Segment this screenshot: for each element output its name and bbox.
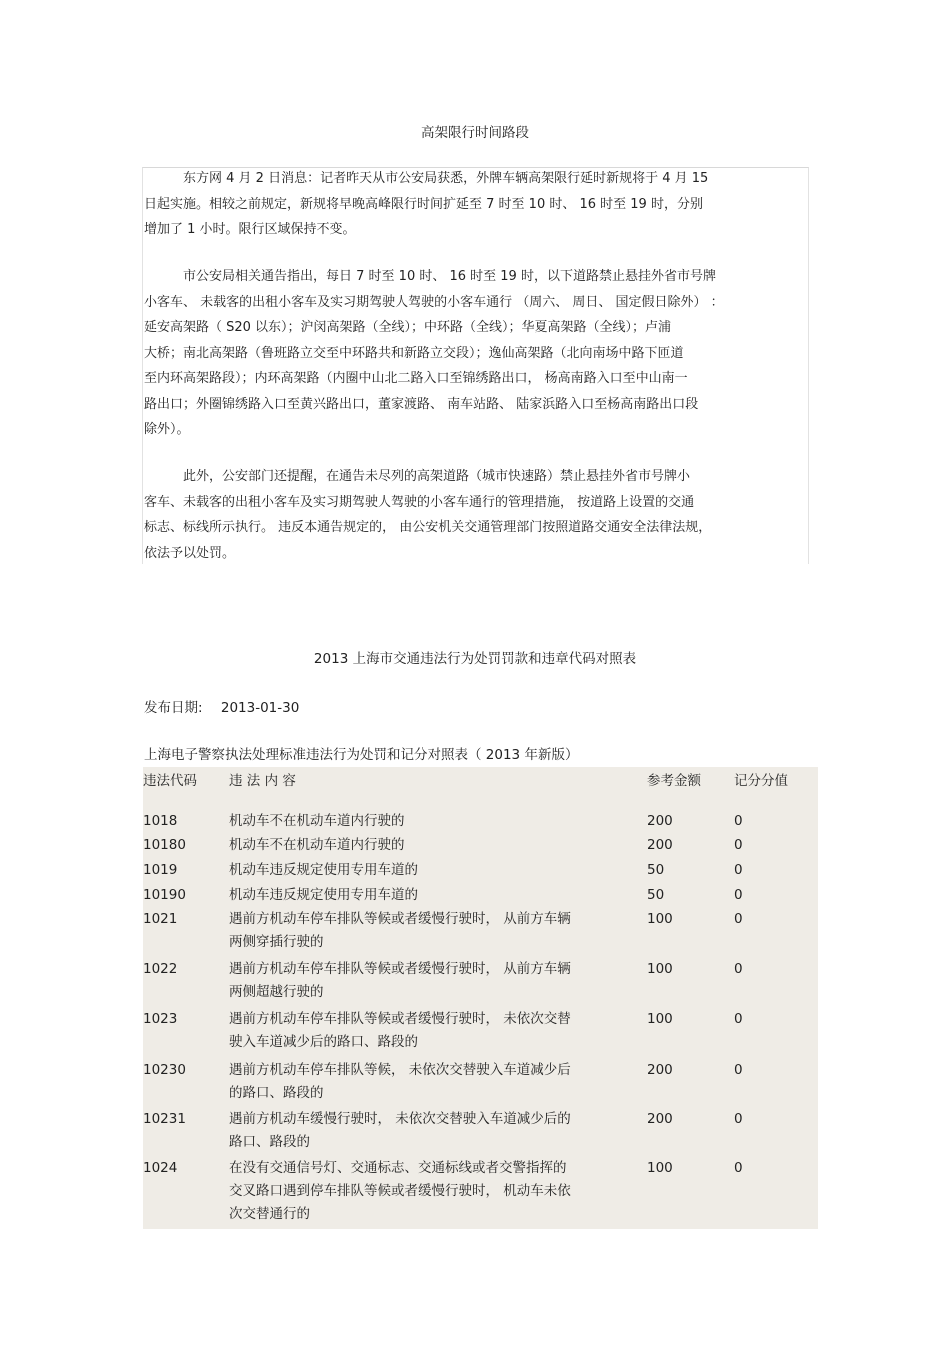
penalty-points: 0 xyxy=(734,911,743,927)
publish-date-value: 2013-01-30 xyxy=(220,700,300,716)
paragraph-line: 日起实施。相较之前规定，新规将早晚高峰限行时间扩延至 7 时至 10 时、 16 时至 19 时，分别 xyxy=(144,196,703,212)
violation-content xyxy=(229,810,641,833)
content-line: 在没有交通信号灯、交通标志、交通标线或者交警指挥的 xyxy=(229,1160,567,1176)
content-line: 遇前方机动车停车排队等候或者缓慢行驶时， 未依次交替 xyxy=(229,1011,571,1027)
penalty-points: 0 xyxy=(734,813,743,829)
penalty-points: 0 xyxy=(734,1111,743,1127)
violation-code: 1018 xyxy=(143,813,178,829)
content-line: 遇前方机动车停车排队等候， 未依次交替驶入车道减少后 xyxy=(229,1062,571,1078)
violation-content xyxy=(229,1157,641,1226)
content-line: 机动车违反规定使用专用车道的 xyxy=(229,862,418,878)
penalty-points: 0 xyxy=(734,1062,743,1078)
paragraph-line: 大桥；南北高架路（鲁班路立交至中环路共和新路立交段）；逸仙高架路（北向南场中路下匝道 xyxy=(144,345,684,361)
content-line: 遇前方机动车缓慢行驶时， 未依次交替驶入车道减少后的 xyxy=(229,1111,571,1127)
violation-code: 1021 xyxy=(143,911,178,927)
reference-amount: 50 xyxy=(647,887,665,903)
violation-code: 1024 xyxy=(143,1160,178,1176)
violation-code: 10190 xyxy=(143,887,186,903)
paragraph-line: 至内环高架路段）；内环高架路（内圈中山北二路入口至锦绣路出口， 杨高南路入口至中山南一 xyxy=(144,371,688,386)
content-line: 机动车不在机动车道内行驶的 xyxy=(229,813,405,829)
violation-content xyxy=(229,834,641,857)
penalty-points: 0 xyxy=(734,887,743,903)
reference-amount: 100 xyxy=(647,911,673,927)
violation-content xyxy=(229,884,641,907)
header-content: 违 法 内 容 xyxy=(229,773,296,789)
paragraph-line: 小客车、 未载客的出租小客车及实习期驾驶人驾驶的小客车通行 （周六、 周日、 国定假日除外） ： xyxy=(144,294,724,310)
violation-content xyxy=(229,958,641,1004)
paragraph-line: 此外，公安部门还提醒，在通告未尽列的高架道路（城市快速路）禁止悬挂外省市号牌小 xyxy=(183,469,691,484)
reference-amount: 200 xyxy=(647,813,673,829)
violation-code: 10231 xyxy=(143,1111,186,1127)
article-paragraph-3 xyxy=(144,464,809,566)
content-line: 驶入车道减少后的路口、路段的 xyxy=(229,1034,418,1050)
violation-content xyxy=(229,1108,641,1154)
header-amount: 参考金额 xyxy=(647,773,701,789)
paragraph-line: 标志、标线所示执行。 违反本通告规定的， 由公安机关交通管理部门按照道路交通安全法律法规， xyxy=(144,520,712,535)
content-line: 的路口、路段的 xyxy=(229,1085,324,1101)
reference-amount: 200 xyxy=(647,1062,673,1078)
paragraph-line: 延安高架路（ S20 以东）；沪闵高架路（全线）；中环路（全线）；华夏高架路（全线）；卢浦 xyxy=(144,320,672,335)
paragraph-line: 客车、未载客的出租小客车及实习期驾驶人驾驶的小客车通行的管理措施， 按道路上设置的交通 xyxy=(144,494,695,510)
article-paragraph-1 xyxy=(144,166,809,243)
paragraph-line: 市公安局相关通告指出，每日 7 时至 10 时、 16 时至 19 时，以下道路禁止悬挂外省市号牌 xyxy=(183,269,716,284)
content-line: 遇前方机动车停车排队等候或者缓慢行驶时， 从前方车辆 xyxy=(229,961,571,977)
violation-code: 1023 xyxy=(143,1011,178,1027)
paragraph-line: 除外）。 xyxy=(144,422,190,437)
publish-date xyxy=(144,696,299,716)
paragraph-line: 路出口；外圈锦绣路入口至黄兴路出口，董家渡路、 南车站路、 陆家浜路入口至杨高南路出口段 xyxy=(144,396,699,412)
violation-code: 1019 xyxy=(143,862,178,878)
content-line: 两侧穿插行驶的 xyxy=(229,934,324,950)
content-line: 交叉路口遇到停车排队等候或者缓慢行驶时， 机动车未依 xyxy=(229,1183,571,1199)
violation-code: 10230 xyxy=(143,1062,186,1078)
penalty-points: 0 xyxy=(734,1160,743,1176)
reference-amount: 100 xyxy=(647,1160,673,1176)
violation-content xyxy=(229,859,641,882)
violation-code: 10180 xyxy=(143,837,186,853)
content-line: 机动车违反规定使用专用车道的 xyxy=(229,887,418,903)
reference-amount: 200 xyxy=(647,837,673,853)
reference-amount: 50 xyxy=(647,862,665,878)
paragraph-line: 东方网 4 月 2 日消息：记者昨天从市公安局获悉，外牌车辆高架限行延时新规将于 4 月 15 xyxy=(183,171,709,186)
reference-amount: 100 xyxy=(647,961,673,977)
content-line: 遇前方机动车停车排队等候或者缓慢行驶时， 从前方车辆 xyxy=(229,911,571,927)
content-line: 路口、路段的 xyxy=(229,1134,310,1150)
violation-code: 1022 xyxy=(143,961,178,977)
article-paragraph-2 xyxy=(144,264,809,443)
content-line: 机动车不在机动车道内行驶的 xyxy=(229,837,405,853)
table-section-title: 2013 上海市交通违法行为处罚罚款和违章代码对照表 xyxy=(313,651,637,667)
violation-content xyxy=(229,1059,641,1105)
violation-content xyxy=(229,1008,641,1054)
paragraph-line: 依法予以处罚。 xyxy=(144,545,236,561)
penalty-points: 0 xyxy=(734,961,743,977)
paragraph-line: 增加了 1 小时。限行区域保持不变。 xyxy=(144,222,356,237)
content-line: 两侧超越行驶的 xyxy=(229,984,324,1000)
header-points: 记分分值 xyxy=(734,773,788,789)
header-code: 违法代码 xyxy=(143,773,197,789)
table-subtitle: 上海电子警察执法处理标准违法行为处罚和记分对照表（ 2013 年新版） xyxy=(144,747,579,763)
publish-date-label: 发布日期: xyxy=(144,700,203,716)
violation-content xyxy=(229,908,641,954)
penalty-points: 0 xyxy=(734,1011,743,1027)
reference-amount: 200 xyxy=(647,1111,673,1127)
penalty-points: 0 xyxy=(734,837,743,853)
reference-amount: 100 xyxy=(647,1011,673,1027)
penalty-points: 0 xyxy=(734,862,743,878)
content-line: 次交替通行的 xyxy=(229,1206,310,1222)
article-title: 高架限行时间路段 xyxy=(421,125,529,141)
